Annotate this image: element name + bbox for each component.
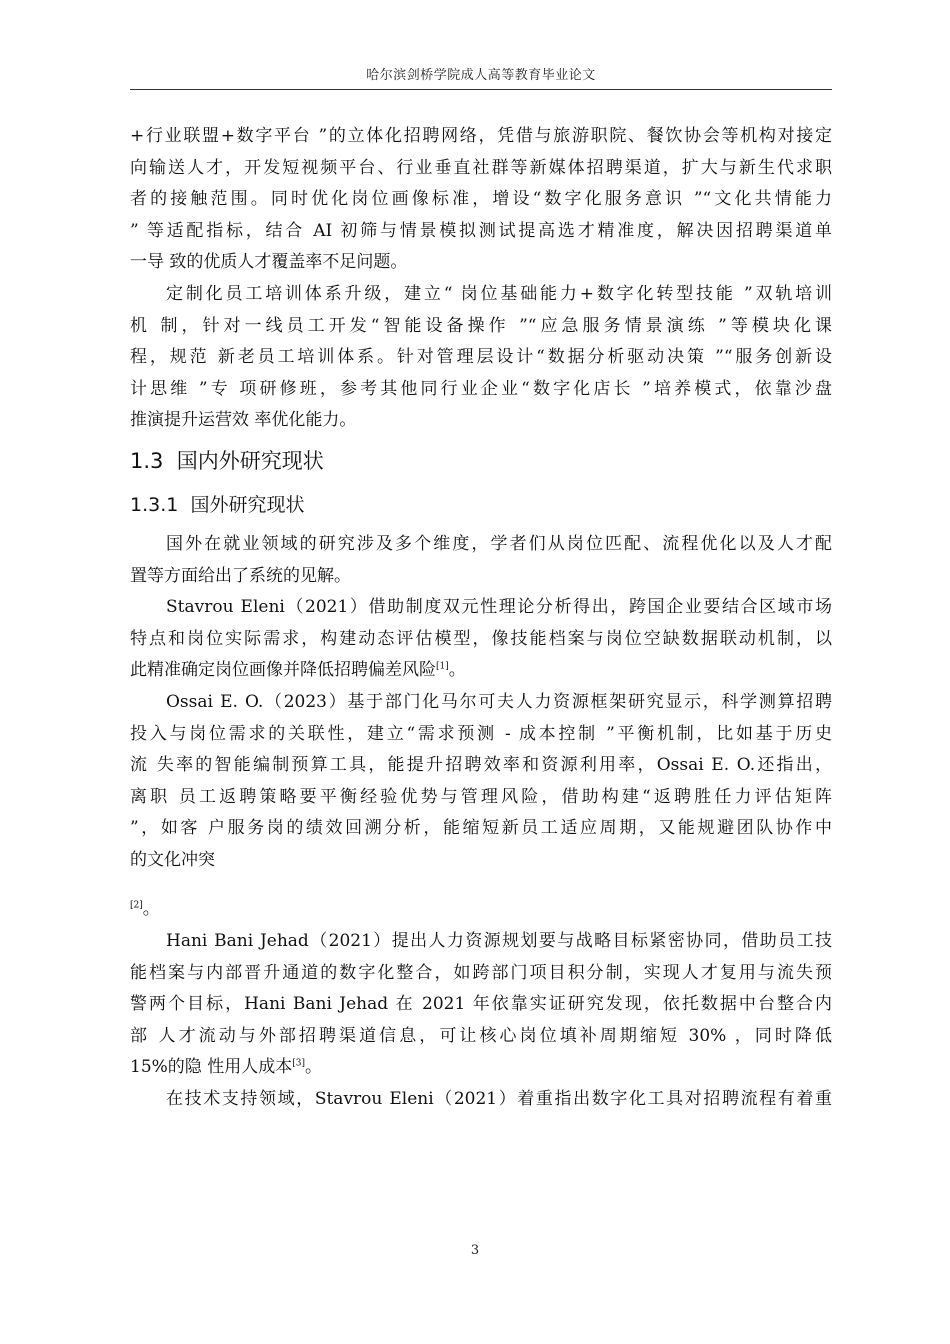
- citation-ref: [3]: [292, 1058, 305, 1069]
- text-line: [130, 1052, 832, 1084]
- text-line: 推演提升运营效 率优化能力。: [130, 410, 357, 431]
- text-line: 在技术支持领域，Stavrou Eleni（2021）着重指出数字化工具对招聘流程有着重: [166, 1089, 832, 1110]
- section-heading: [130, 439, 832, 483]
- text-line: 机 制，针对一线员工开发“智能设备操作 ”“应急服务情景演练 ”等模块化课: [130, 315, 832, 336]
- text-run: 。: [304, 1057, 322, 1078]
- paragraph-foreign-overview: [130, 529, 832, 592]
- running-header: 哈尔滨剑桥学院成人高等教育毕业论文: [366, 68, 596, 83]
- section-number: 1.3: [130, 448, 164, 473]
- text-line: 计思维 ”专 项研修班，参考其他同行业企业“数字化店长 ”培养模式，依靠沙盘: [130, 378, 832, 399]
- text-line: ” 等适配指标，结合 AI 初筛与情景模拟测试提高选才精准度，解决因招聘渠道单: [130, 220, 832, 241]
- paragraph-ossai: [130, 687, 832, 926]
- citation-ref: [1]: [436, 661, 449, 672]
- text-line: 部 人才流动与外部招聘渠道信息，可让核心岗位填补周期缩短 30% ，同时降低: [130, 1025, 832, 1046]
- text-line: 特点和岗位实际需求，构建动态评估模型，像技能档案与岗位空缺数据联动机制，以: [130, 628, 832, 649]
- paragraph-recruitment-network: [130, 121, 832, 279]
- text-line: 定制化员工培训体系升级，建立“ 岗位基础能力+数字化转型技能 ”双轨培训: [166, 283, 832, 304]
- text-line: 流 失率的智能编制预算工具，能提升招聘效率和资源利用率，Ossai E. O.还指出，: [130, 755, 832, 776]
- paragraph-stavrou: [130, 592, 832, 687]
- text-line: Stavrou Eleni（2021）借助制度双元性理论分析得出，跨国企业要结合区域市场: [166, 597, 832, 618]
- subsection-heading: [130, 485, 832, 525]
- page-number: 3: [470, 1243, 480, 1258]
- text-line: 离职 员工返聘策略要平衡经验优势与管理风险，借助构建“返聘胜任力评估矩阵: [130, 786, 832, 807]
- section-title: 国内外研究现状: [176, 448, 324, 473]
- header-rule: [130, 89, 832, 90]
- text-line: 警两个目标，Hani Bani Jehad 在 2021 年依靠实证研究发现，依托数据中台整合内: [130, 994, 832, 1015]
- text-line: 一导 致的优质人才覆盖率不足问题。: [130, 252, 408, 273]
- text-line: ”，如客 户服务岗的绩效回溯分析，能缩短新员工适应周期，又能规避团队协作中: [130, 818, 832, 839]
- paragraph-tech-support: [130, 1084, 832, 1116]
- text-line: 置等方面给出了系统的见解。: [130, 565, 351, 586]
- text-line: 投入与岗位需求的关联性，建立“需求预测 - 成本控制 ”平衡机制，比如基于历史: [130, 723, 832, 744]
- text-line: [130, 655, 832, 687]
- text-line: [130, 894, 832, 926]
- text-line: 程，规范 新老员工培训体系。针对管理层设计“数据分析驱动决策 ”“服务创新设: [130, 347, 832, 368]
- text-line: 向输送人才，开发短视频平台、行业垂直社群等新媒体招聘渠道，扩大与新生代求职: [130, 157, 832, 178]
- paragraph-hani: [130, 926, 832, 1084]
- citation-ref: [2]: [130, 900, 143, 911]
- text-line: Hani Bani Jehad（2021）提出人力资源规划要与战略目标紧密协同，借助员工技: [166, 931, 832, 952]
- subsection-number: 1.3.1: [130, 493, 179, 516]
- paragraph-training-system: [130, 279, 832, 437]
- spacer: [130, 876, 832, 894]
- text-line: 能档案与内部晋升通道的数字化整合，如跨部门项目积分制，实现人才复用与流失预: [130, 962, 832, 983]
- text-run: 此精准确定岗位画像并降低招聘偏差风险: [130, 660, 436, 681]
- subsection-title: 国外研究现状: [190, 493, 305, 516]
- text-run: 。: [142, 899, 160, 920]
- text-line: 国外在就业领域的研究涉及多个维度，学者们从岗位匹配、流程优化以及人才配: [166, 533, 832, 554]
- text-line: 者的接触范围。同时优化岗位画像标准，增设“数字化服务意识 ”“文化共情能力: [130, 189, 832, 210]
- text-line: 的文化冲突: [130, 849, 215, 870]
- text-line: Ossai E. O.（2023）基于部门化马尔可夫人力资源框架研究显示，科学测算招聘: [166, 691, 832, 712]
- body-text: [130, 121, 832, 1116]
- text-line: +行业联盟+数字平台 ”的立体化招聘网络，凭借与旅游职院、餐饮协会等机构对接定: [130, 126, 832, 146]
- text-run: 15%的隐 性用人成本: [130, 1057, 293, 1078]
- text-run: 。: [448, 660, 466, 681]
